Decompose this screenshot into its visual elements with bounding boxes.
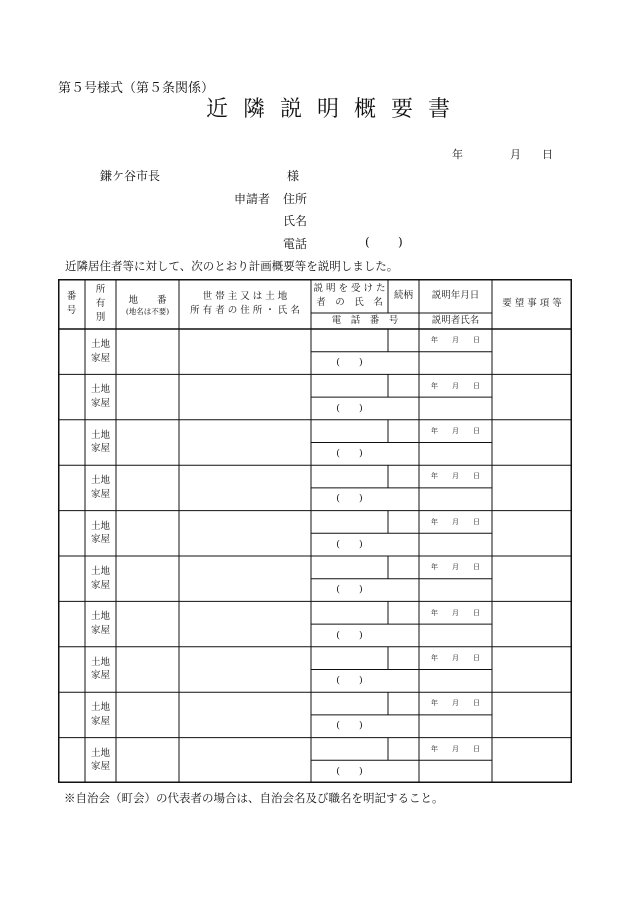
row-date-label: 年 月 日 <box>431 517 480 526</box>
header-lot-note: (地名は不要) <box>125 306 170 316</box>
row-category-label: 土地 家屋 <box>90 611 110 637</box>
header-requests: 要 望 事 項 等 <box>502 298 562 310</box>
row-phone-parens: ( ) <box>336 584 363 596</box>
document-title: 近隣説明概要書 <box>206 97 466 122</box>
row-date-label: 年 月 日 <box>431 563 480 572</box>
row-category-label: 土地 家屋 <box>90 338 110 364</box>
phone-label: 電話 <box>283 237 308 251</box>
row-category-label: 土地 家屋 <box>90 520 110 546</box>
addressee-honorific: 様 <box>287 169 300 183</box>
row-date-label: 年 月 日 <box>431 336 480 345</box>
row-date-label: 年 月 日 <box>431 381 480 390</box>
header-lot-label: 地 番 <box>128 294 167 306</box>
row-category-label: 土地 家屋 <box>90 656 110 682</box>
row-date-label: 年 月 日 <box>431 608 480 617</box>
row-category-label: 土地 家屋 <box>90 384 110 410</box>
header-explained-to: 説 明 を 受 け た 者 の 氏 名 <box>313 283 386 308</box>
header-date: 説明年月日 <box>431 290 480 302</box>
row-phone-parens: ( ) <box>336 629 363 641</box>
row-phone-parens: ( ) <box>336 674 363 686</box>
intro-text: 近隣居住者等に対して、次のとおり計画概要等を説明しました。 <box>65 259 399 273</box>
row-category-label: 土地 家屋 <box>90 475 110 500</box>
phone-paren-close: ) <box>398 235 403 249</box>
row-phone-parens: ( ) <box>336 357 363 369</box>
row-date-label: 年 月 日 <box>431 427 480 436</box>
date-day-label: 日 <box>542 148 553 161</box>
name-label: 氏名 <box>283 214 308 228</box>
header-relation: 続柄 <box>393 290 413 302</box>
phone-paren-open: ( <box>365 235 370 249</box>
row-category-label: 土地 家屋 <box>90 747 110 773</box>
row-category-label: 土地 家屋 <box>90 429 110 455</box>
row-phone-parens: ( ) <box>336 765 363 777</box>
row-date-label: 年 月 日 <box>431 654 480 663</box>
header-explainer: 説明者氏名 <box>431 315 480 327</box>
footnote: ※自治会（町会）の代表者の場合は、自治会名及び職名を明記すること。 <box>64 791 444 805</box>
header-owner: 世 帯 主 又 は 土 地 所 有 者 の 住 所 ・ 氏 名 <box>190 291 300 316</box>
header-phone: 電 話 番 号 <box>331 315 399 327</box>
row-phone-parens: ( ) <box>336 447 363 459</box>
row-date-label: 年 月 日 <box>431 472 480 481</box>
date-year-label: 年 <box>452 148 463 161</box>
header-number: 番 号 <box>66 291 77 316</box>
row-category-label: 土地 家屋 <box>90 702 110 727</box>
row-date-label: 年 月 日 <box>431 744 480 753</box>
applicant-label: 申請者 <box>234 192 271 206</box>
header-lot <box>116 279 179 329</box>
row-date-label: 年 月 日 <box>431 699 480 708</box>
row-phone-parens: ( ) <box>336 402 363 414</box>
header-category: 所 有 別 <box>95 284 106 323</box>
form-number: 第５号様式（第５条関係） <box>58 81 215 96</box>
explanation-table <box>58 279 572 783</box>
row-phone-parens: ( ) <box>336 493 363 505</box>
row-phone-parens: ( ) <box>336 538 363 550</box>
row-phone-parens: ( ) <box>336 720 363 732</box>
date-month-label: 月 <box>510 148 521 161</box>
addressee-name: 鎌ケ谷市長 <box>100 169 161 183</box>
address-label: 住所 <box>283 192 308 206</box>
row-category-label: 土地 家屋 <box>90 565 110 591</box>
